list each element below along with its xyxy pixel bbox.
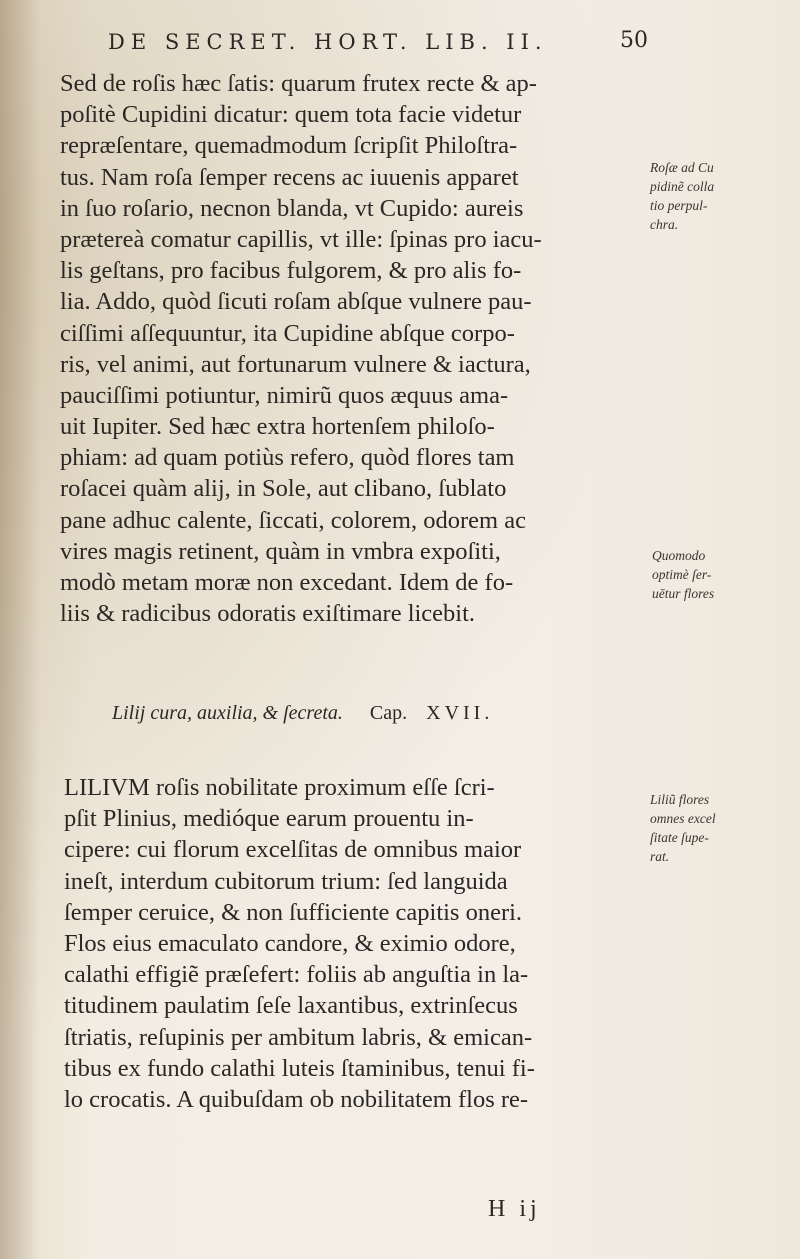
text-line: Sed de roſis hæc ſatis: quarum frutex recte & ap- [60, 70, 537, 97]
text-line: Flos eius emaculato candore, & eximio odore, [64, 929, 516, 957]
margin-note-flower-storage [652, 546, 800, 603]
margin-note-line: optimè ſer- [652, 567, 712, 582]
text-line: phiam: ad quam potiùs refero, quòd flores tam [60, 444, 515, 472]
text-line: lis geſtans, pro facibus fulgorem, & pro alis fo- [60, 257, 522, 285]
page-number: 50 [620, 28, 648, 53]
signature-mark: H ij [488, 1196, 541, 1222]
text-line: ineſt, interdum cubitorum trium: ſed languida [64, 867, 508, 895]
running-head-title: DE SECRET. HORT. LIB. II. [108, 30, 548, 54]
margin-note-line: pidinẽ colla [650, 179, 715, 194]
main-text-block-1 [60, 68, 635, 629]
text-line: calathi effigiẽ præſefert: foliis ab anguſtia in la- [64, 961, 529, 989]
margin-note-lily [650, 790, 800, 866]
text-line: repræſentare, quemadmodum ſcripſit Philoſtra- [60, 132, 518, 160]
text-line: ſemper ceruice, & non ſufficiente capitis oneri. [64, 898, 523, 926]
text-line: poſitè Cupidini dicatur: quem tota facie videtur [60, 101, 522, 129]
text-line: uit Iupiter. Sed hæc extra hortenſem philoſo- [60, 413, 495, 441]
text-line: in ſuo roſario, necnon blanda, vt Cupido: aureis [60, 194, 524, 222]
text-line: titudinem paulatim ſeſe laxantibus, extrinſecus [64, 992, 518, 1020]
text-line: vires magis retinent, quàm in vmbra expoſiti, [60, 537, 501, 565]
text-line: roſacei quàm alij, in Sole, aut clibano, ſublato [60, 475, 507, 503]
text-line: lia. Addo, quòd ſicuti roſam abſque vulnere pau- [60, 288, 532, 316]
text-line: pane adhuc calente, ſiccati, colorem, odorem ac [60, 506, 526, 534]
text-line: tibus ex fundo calathi luteis ſtaminibus, tenui fi- [64, 1054, 535, 1082]
text-line: modò metam moræ non excedant. Idem de fo- [60, 569, 514, 596]
margin-note-line: ſitate ſupe- [650, 830, 709, 845]
margin-note-line: Liliũ flores [650, 792, 710, 807]
chapter-cap-label: Cap. [369, 702, 408, 724]
text-line: ris, vel animi, aut fortunarum vulnere & iactura, [60, 350, 531, 378]
margin-note-line: Quomodo [652, 548, 706, 563]
chapter-title: Lilij cura, auxilia, & ſecreta. [112, 702, 343, 724]
margin-note-line: tio perpul- [650, 198, 708, 213]
text-line: pſit Plinius, medióque earum prouentu in- [64, 805, 474, 833]
margin-note-cupid [650, 158, 800, 234]
margin-note-line: omnes excel [650, 811, 716, 826]
text-line: prætereà comatur capillis, vt ille: ſpinas pro iacu- [60, 225, 542, 253]
gutter-shadow [0, 0, 40, 1259]
margin-note-line: rat. [650, 849, 670, 864]
chapter-heading [112, 702, 632, 725]
margin-note-line: Roſæ ad Cu [650, 160, 714, 175]
running-head [108, 30, 648, 64]
text-line: tus. Nam roſa ſemper recens ac iuuenis apparet [60, 163, 519, 191]
text-line: lo crocatis. A quibuſdam ob nobilitatem flos re- [64, 1085, 529, 1113]
text-line: ciſſimi aſſequuntur, ita Cupidine abſque corpo- [60, 319, 515, 347]
chapter-number: XVII. [426, 702, 494, 724]
margin-note-line: chra. [650, 217, 679, 232]
text-line: cipere: cui florum excelſitas de omnibus maior [64, 836, 522, 864]
main-text-block-2 [64, 772, 639, 1115]
text-line: liis & radicibus odoratis exiſtimare licebit. [60, 600, 476, 628]
text-line: ſtriatis, reſupinis per ambitum labris, & emican- [64, 1023, 533, 1051]
text-line: LILIVM roſis nobilitate proximum eſſe ſcri- [64, 774, 495, 801]
margin-note-line: uētur flores [652, 586, 715, 601]
text-line: pauciſſimi potiuntur, nimirũ quos æquus ama- [60, 381, 509, 409]
